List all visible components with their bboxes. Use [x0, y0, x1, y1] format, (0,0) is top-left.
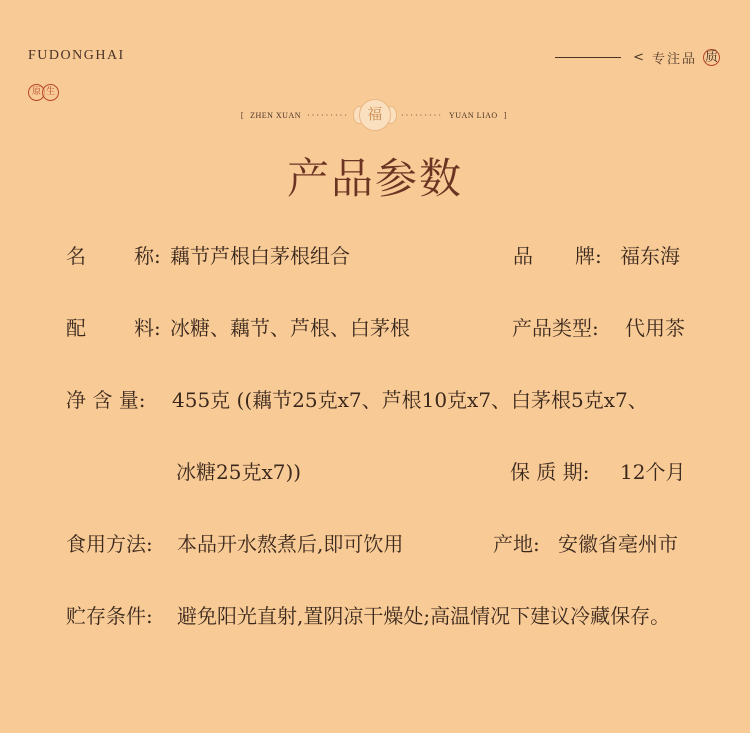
seal-char-1: 原: [28, 84, 45, 101]
slogan-divider: [555, 57, 621, 58]
slogan-ring-char: 质: [704, 50, 718, 65]
ornament-right-dots: ·········: [401, 110, 443, 120]
name-label-a: 名: [66, 244, 86, 268]
fu-emblem-icon: 福: [359, 99, 391, 131]
seal-char-2: 生: [42, 84, 59, 101]
slogan-block: [555, 48, 720, 67]
ornament-left: [204, 111, 349, 120]
net-label: 净 含 量:: [66, 388, 146, 412]
shelf-label: 保 质 期:: [510, 460, 590, 484]
usage-value: 本品开水熬煮后,即可饮用: [177, 532, 404, 556]
storage-value: 避免阳光直射,置阴凉干燥处;高温情况下建议冷藏保存。: [177, 604, 671, 628]
brand-label-b: 牌:: [575, 244, 602, 268]
ornament-right-bracket: ]: [503, 110, 507, 120]
ornament-right: [401, 111, 546, 120]
type-value: 代用茶: [625, 316, 685, 340]
brand-name: FUDONGHAI: [28, 48, 125, 63]
shelf-value: 12个月: [620, 460, 686, 484]
ornament-right-text: YUAN LIAO: [448, 110, 498, 120]
origin-label: 产地:: [493, 532, 540, 556]
brand-value: 福东海: [620, 244, 680, 268]
usage-label: 食用方法:: [66, 532, 153, 556]
slogan-arrow: <: [633, 50, 644, 65]
ingredients-label-a: 配: [66, 316, 86, 340]
page-title: 产品参数: [286, 154, 463, 203]
net-value-line1: 455克 ((藕节25克x7、芦根10克x7、白茅根5克x7、: [172, 388, 648, 412]
ornament-left-text: ZHEN XUAN: [250, 110, 302, 120]
title-ornament: [0, 98, 750, 132]
ingredients-label-b: 料:: [134, 316, 161, 340]
slogan-text: 专注品: [651, 52, 697, 67]
name-label-b: 称:: [134, 244, 161, 268]
ornament-left-bracket: [: [240, 110, 245, 120]
ingredients-value: 冰糖、藕节、芦根、白茅根: [170, 316, 410, 340]
type-label: 产品类型:: [512, 316, 599, 340]
net-value-line2: 冰糖25克x7)): [176, 460, 302, 484]
brand-label-a: 品: [513, 244, 533, 268]
origin-value: 安徽省亳州市: [558, 532, 678, 556]
name-value: 藕节芦根白茅根组合: [170, 244, 350, 268]
storage-label: 贮存条件:: [66, 604, 153, 628]
ornament-left-dots: ·········: [307, 110, 349, 120]
